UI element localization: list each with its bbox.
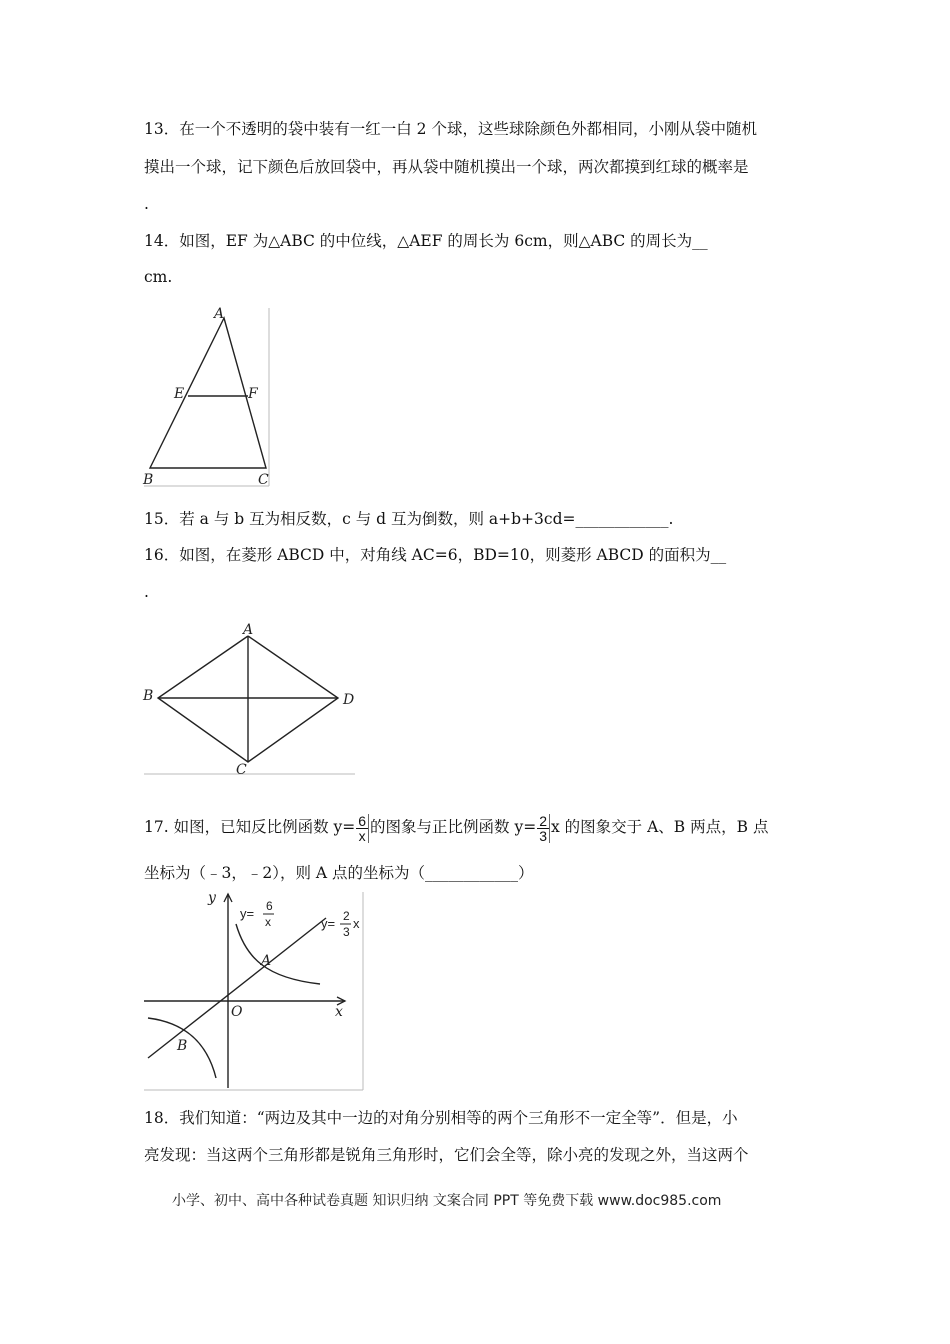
- label-f: F: [248, 386, 258, 402]
- fraction-numerator: 2: [539, 812, 548, 829]
- q16-line-1: 16．如图，在菱形 ABCD 中，对角线 AC=6，BD=10，则菱形 ABCD 的面积为__: [144, 546, 727, 564]
- rhombus-figure: [140, 618, 360, 778]
- q17-line-2: 坐标为（﹣3，﹣2），则 A 点的坐标为（____________）: [144, 864, 534, 882]
- q17-text-1: 17. 如图，已知反比例函数 y=: [144, 818, 356, 836]
- label-a: A: [214, 306, 225, 322]
- q13-line-1: 13．在一个不透明的袋中装有一红一白 2 个球，这些球除颜色外都相同，小刚从袋中随机: [144, 120, 757, 138]
- label-b: B: [143, 688, 154, 704]
- q16-line-2: .: [144, 583, 149, 601]
- q13-line-3: .: [144, 195, 149, 213]
- label-c: C: [258, 472, 269, 488]
- q17-text-2: 的图象与正比例函数 y=: [370, 818, 537, 836]
- q17-text-3: x 的图象交于 A、B 两点，B 点: [551, 818, 769, 836]
- inverse-function-denominator: x: [265, 915, 271, 929]
- fraction-denominator: x: [358, 827, 366, 844]
- inverse-function-prefix: y=: [240, 906, 255, 921]
- q18-line-1: 18．我们知道：“两边及其中一边的对角分别相等的两个三角形不一定全等”．但是，小: [144, 1109, 738, 1127]
- fraction-6-over-x: [356, 814, 369, 843]
- linear-function-prefix: y=: [321, 916, 336, 931]
- label-e: E: [174, 386, 185, 402]
- label-c: C: [236, 762, 247, 778]
- fraction-denominator: 3: [539, 827, 548, 844]
- q14-line-2: cm.: [144, 268, 173, 286]
- label-a: A: [243, 622, 254, 638]
- q15-line-1: 15．若 a 与 b 互为相反数，c 与 d 互为倒数，则 a+b+3cd=____________.: [144, 510, 674, 528]
- linear-function-numerator: 2: [343, 909, 350, 923]
- label-d: D: [343, 692, 355, 708]
- linear-function-suffix: x: [353, 916, 360, 931]
- fraction-2-over-3: [537, 814, 550, 843]
- function-graph-figure: [140, 888, 370, 1094]
- origin-label: O: [231, 1004, 243, 1020]
- point-b-label: B: [177, 1038, 188, 1054]
- point-a-label: A: [261, 953, 272, 969]
- label-b: B: [143, 472, 154, 488]
- y-axis-label: y: [208, 890, 216, 906]
- linear-function-line: [148, 918, 326, 1058]
- linear-function-denominator: 3: [343, 925, 350, 939]
- q14-line-1: 14．如图，EF 为△ABC 的中位线，△AEF 的周长为 6cm，则△ABC 的周长为__: [144, 232, 708, 250]
- inverse-function-numerator: 6: [266, 899, 273, 913]
- fraction-numerator: 6: [358, 812, 367, 829]
- q17-line-1: [144, 812, 768, 843]
- page-footer: 小学、初中、高中各种试卷真题 知识归纳 文案合同 PPT 等免费下载 www.doc985.com: [172, 1193, 722, 1209]
- triangle-figure: [140, 300, 280, 490]
- q13-line-2: 摸出一个球，记下颜色后放回袋中，再从袋中随机摸出一个球，两次都摸到红球的概率是: [144, 158, 749, 176]
- q18-line-2: 亮发现：当这两个三角形都是锐角三角形时，它们会全等，除小亮的发现之外，当这两个: [144, 1146, 749, 1164]
- x-axis-label: x: [335, 1004, 343, 1020]
